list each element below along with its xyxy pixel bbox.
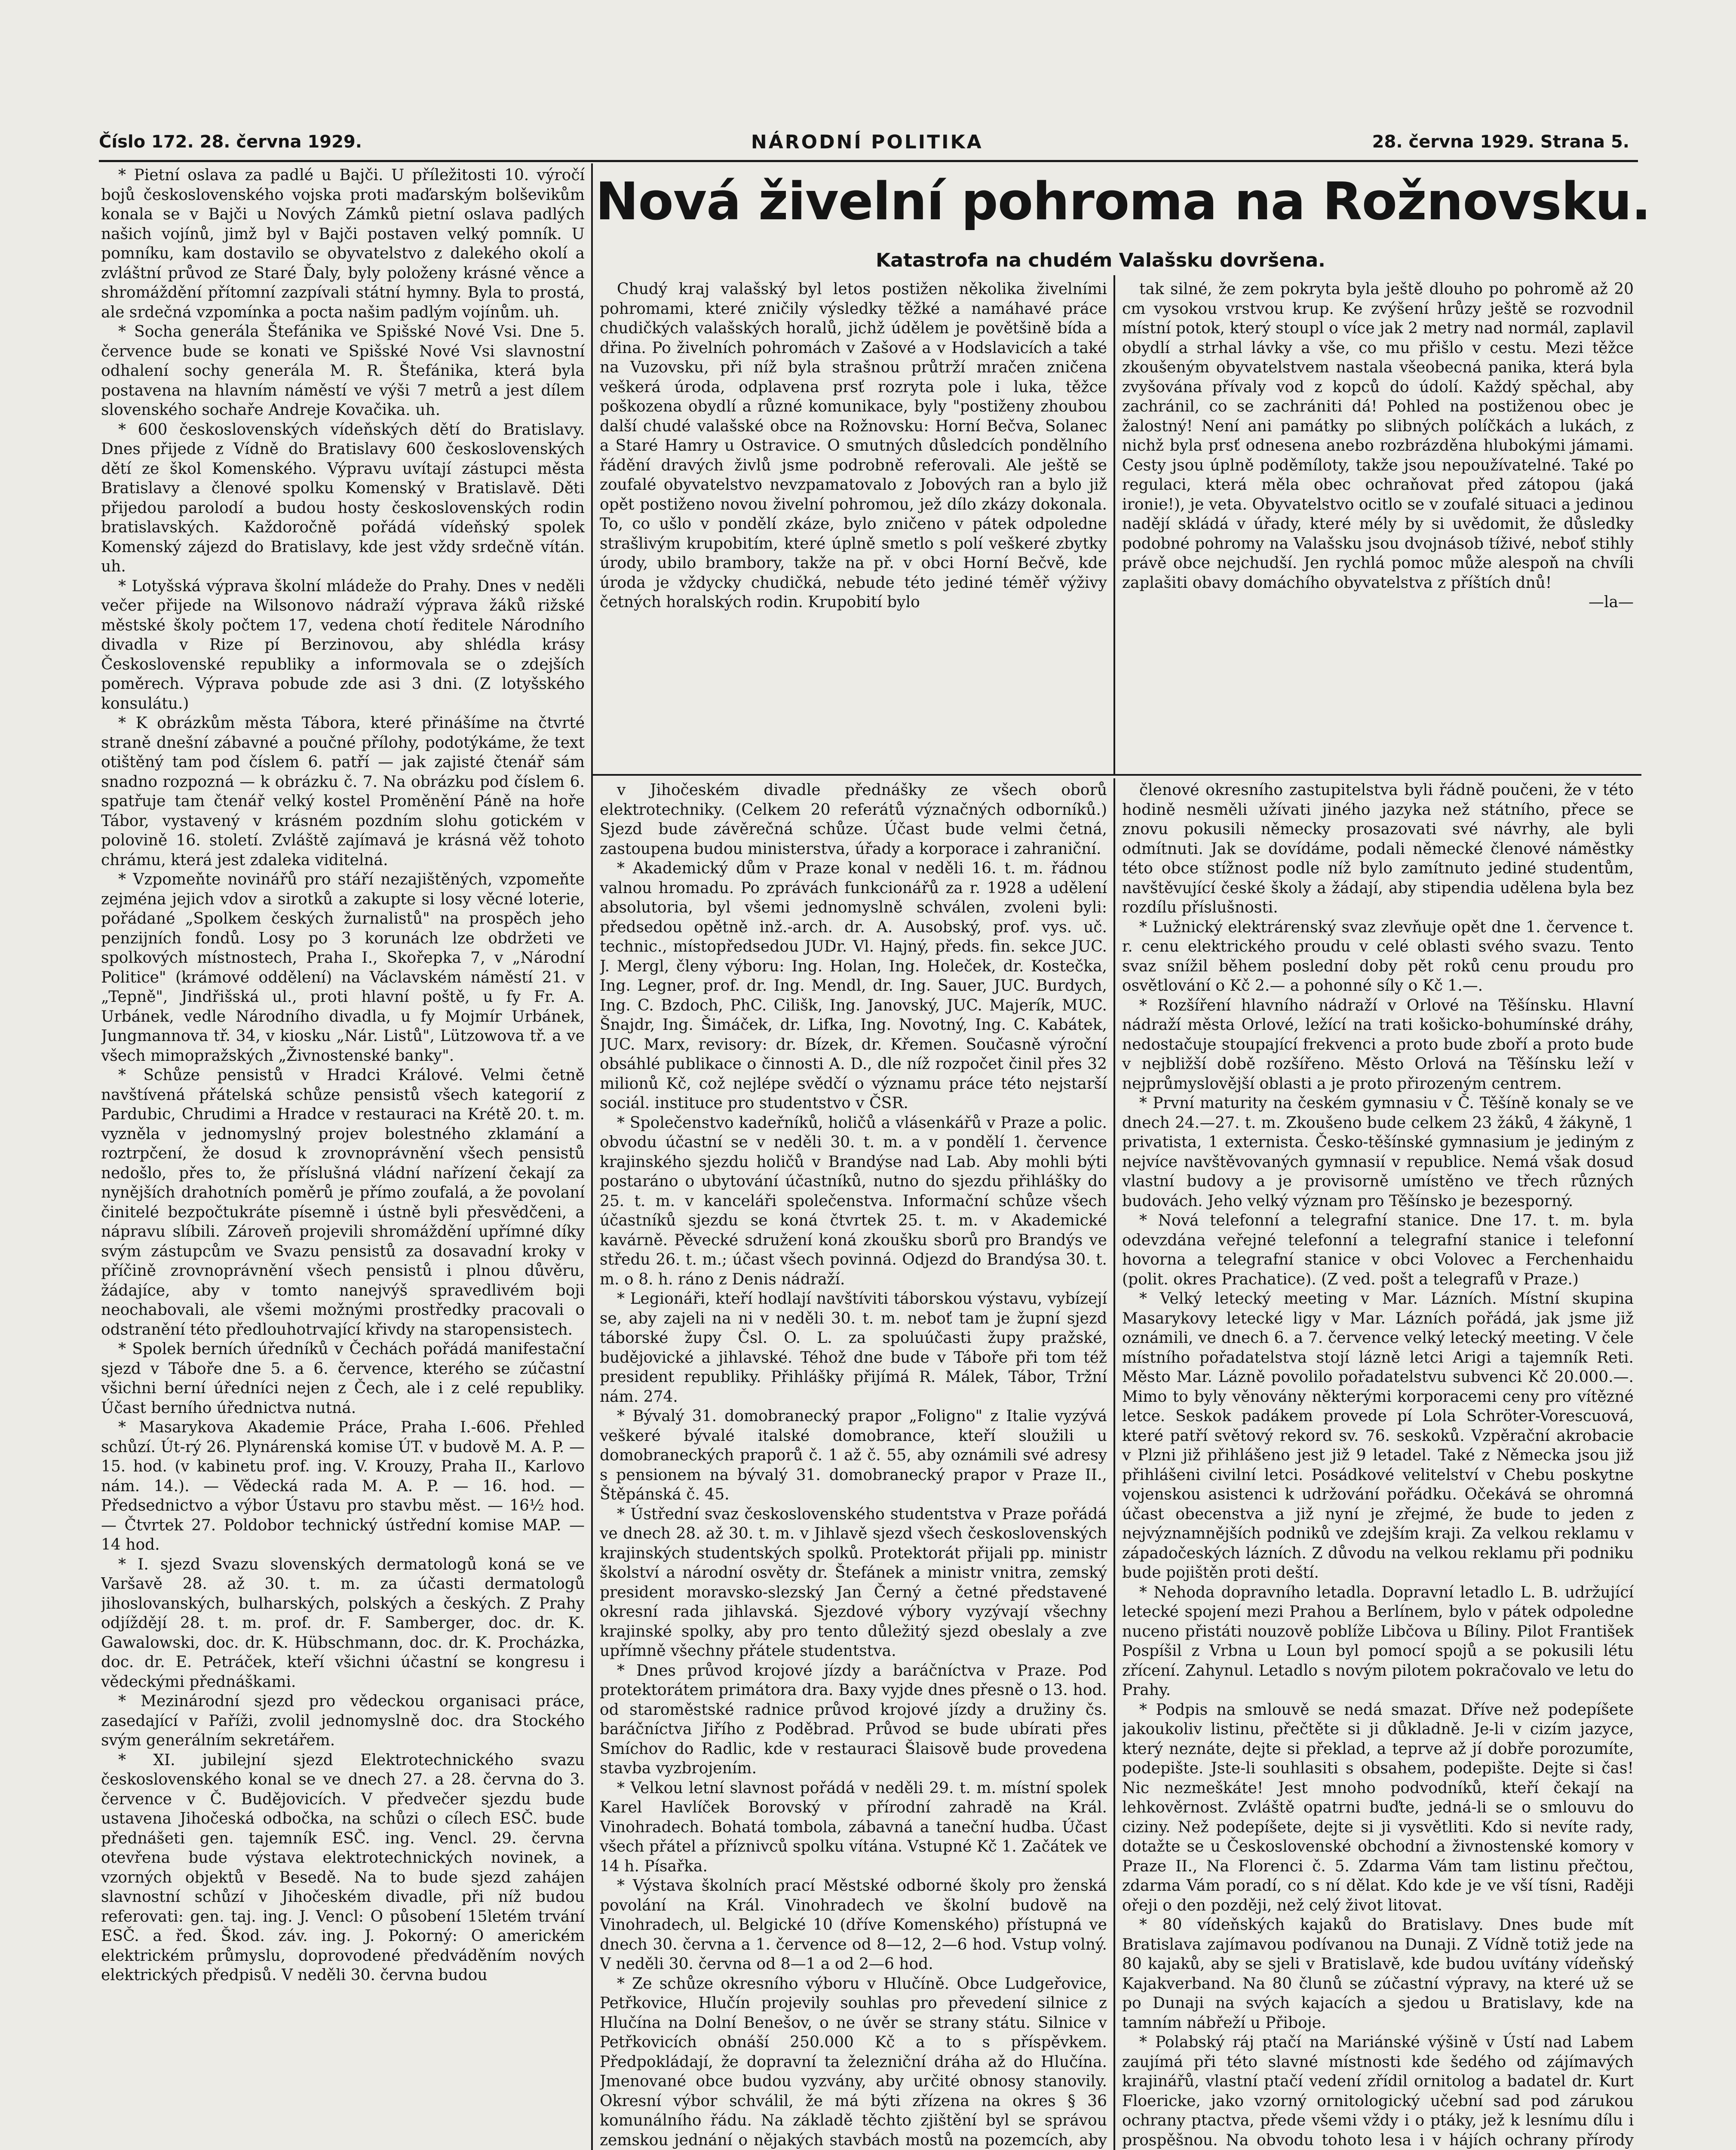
article: * Bývalý 31. domobranecký prapor „Foligno" z Italie vyzývá veškeré bývalé italské domobrance, kteří sloužili u domobraneckých praporů č. 1 až č. 55, aby oznámili své adresy s pensionem na bývalý 31. domobranecký prapor v Praze II., Štěpánská č. 45.	[600, 1407, 1107, 1503]
feature-signature: —la—	[1589, 593, 1634, 611]
article: v Jihočeském divadle přednášky ze všech oborů elektrotechniky. (Celkem 20 referátů význačných odborníků.) Sjezd bude závěrečná schůze. Účast bude velmi četná, zastoupena budou ministerstva, úřady a korporace i zahraniční.	[600, 781, 1107, 858]
article: * Spolek berních úředníků v Čechách pořádá manifestační sjezd v Táboře dne 5. a 6. července, kterého se zúčastní všichni berní úředníci nejen z Čech, ale i z celé republiky. Účast berního úřednictva nutná.	[101, 1340, 585, 1417]
feature-bottom-rule	[592, 774, 1641, 776]
article: * Společenstvo kadeřníků, holičů a vlásenkářů v Praze a polic. obvodu účastní se v neděli 30. t. m. a v pondělí 1. července krajinského sjezdu holičů v Brandýse nad Lab. Aby mohli býti postaráno o ubytování účastníků, nutno do sjezdu přihlášky do 25. t. m. v kanceláři společenstva. Informační schůze všech účastníků sjezdu se koná čtvrtek 25. t. m. v Akademické kavárně. Pěvecké sdružení koná zkoušku sborů pro Brandýs ve středu 26. t. m.; účast všech povinná. Odjezd do Brandýsa 30. t. m. o 8. h. ráno z Denis nádraží.	[600, 1114, 1107, 1288]
article: * Výstava školních prací Městské odborné školy pro ženská povolání na Král. Vinohradech ve školní budově na Vinohradech, ul. Belgické 10 (dříve Komenského) přístupná ve dnech 30. června a 1. července od 8—12, 2—6 hod. Vstup volný. V neděli 30. června od 8—1 a od 2—6 hod.	[600, 1877, 1107, 1973]
feature-divider	[1113, 275, 1115, 774]
article: * Ze schůze okresního výboru v Hlučíně. Obce Ludgeřovice, Petřkovice, Hlučín projevily souhlas pro převedení silnice z Hlučína na Dolní Benešov, o ne úvěr se strany státu. Silnice v Petřkovicích obnáší 250.000 Kč a to s příspěvkem. Předpokládají, že dopravní ta železniční dráha až do Hlučína. Jmenované obce budou vyzvány, aby určité obnosy stanovily. Okresní výbor schválil, že má býti zřízena na okres § 36 komunálního řádu. Na základě těchto zjištění byl se správou zemskou jednání o nějakých stavbách mostů na pozemcích, aby	[600, 1975, 1107, 2149]
article: * Vzpomeňte novinářů pro stáří nezajištěných, vzpomeňte zejména jejich vdov a sirotků a zakupte si losy věcné loterie, pořádané „Spolkem českých žurnalistů" na prospěch jeho penzijních fondů. Losy po 3 korunách lze obdržeti ve spolkových místnostech, Praha I., Skořepka 7, v „Národní Politice" (krámové oddělení) na Václavském náměstí 21. v „Tepně", Jindřišská ul., proti hlavní poště, u fy Fr. A. Urbánek, vedle Národního divadla, u fy Mojmír Urbánek, Jungmannova tř. 34, v kiosku „Nár. Listů", Lützowova tř. a ve všech mimopražských „Živnostenské banky".	[101, 871, 585, 1065]
article: * I. sjezd Svazu slovenských dermatologů koná se ve Varšavě 28. až 30. t. m. za účasti dermatologů jihoslovanských, bulharských, polských a českých. Z Prahy odjíždějí 28. t. m. prof. dr. F. Samberger, doc. dr. K. Gawalowski, doc. dr. K. Hübschmann, doc. dr. K. Procházka, doc. dr. E. Petráček, kteří všichni účastní se kongresu i vědeckými přednáškami.	[101, 1555, 585, 1691]
newspaper-title: NÁRODNÍ POLITIKA	[751, 131, 983, 153]
article: * Lotyšská výprava školní mládeže do Prahy. Dnes v neděli večer přijede na Wilsonovo nádraží výprava žáků rižské městské školy počtem 17, vedena chotí ředitele Národního divadla v Rize pí Berzinovou, aby shlédla krásy Československé republiky a informovala se o zdejších poměrech. Výprava pobude zde asi 3 dni. (Z lotyšského konsulátu.)	[101, 577, 585, 713]
article: * Schůze pensistů v Hradci Králové. Velmi četně navštívená přátelská schůze pensistů všech kategorií z Pardubic, Chrudimi a Hradce v restauraci na Krétě 20. t. m. vyzněla v jednomyslný projev bolestného zklamání a roztrpčení, že dosud k zrovnoprávnění všech pensistů nedošlo, přes to, že příslušná vládní nařízení čekají za nynějších drahotních poměrů je přímo zoufalá, a že povolaní činitelé bezpočtukráte písemně i ústně byli přesvědčeni, a nápravu slíbili. Zároveň projevili shromáždění upřímné díky svým zástupcům ve Svazu pensistů za dosavadní kroky v příčině zrovnoprávnění všech pensistů i plnou důvěru, žádajíce, aby v tomto nanejvýš spravedlivém boji neochabovali, ale všemi možnými prostředky pracovali o odstranění této předlouhotrvající křivdy na staropensistech.	[101, 1066, 585, 1339]
article: * Nehoda dopravního letadla. Dopravní letadlo L. B. udržující letecké spojení mezi Prahou a Berlínem, bylo v pátek odpoledne nuceno přistáti nouzově poblíže Libčova u Bíliny. Pilot František Pospíšil z Vrbna u Loun byl pomocí spojů a se pokusili létu zřícení. Zahynul. Letadlo s novým pilotem pokračovalo ve letu do Prahy.	[1122, 1583, 1634, 1699]
issue-date: Číslo 172. 28. června 1929.	[99, 132, 362, 152]
article: * Akademický dům v Praze konal v neděli 16. t. m. řádnou valnou hromadu. Po zprávách funkcionářů za r. 1928 a udělení absolutoria, byl všemi jednomyslně schválen, zvoleni byli: předsedou opětně inž.-arch. dr. A. Ausobský, prof. vys. uč. technic., místopředsedou JUDr. Vl. Hajný, předs. fin. sekce JUC. J. Mergl, členy výboru: Ing. Holan, Ing. Holeček, dr. Kostečka, Ing. Legner, prof. dr. Ing. Mendl, dr. Ing. Sauer, JUC. Burdych, Ing. C. Bzdoch, PhC. Cilišk, Ing. Janovský, JUC. Majerík, MUC. Šnajdr, Ing. Šimáček, dr. Lifka, Ing. Novotný, Ing. C. Kabátek, JUC. Marx, revisory: dr. Bízek, dr. Křemen. Současně výroční obsáhlé publikace o činnosti A. D., dle níž rozpočet činil přes 32 milionů Kč, což nejlépe svědčí o významu práce této nejstarší sociál. instituce pro studentstvo v ČSR.	[600, 860, 1107, 1112]
date-page: 28. června 1929. Strana 5.	[1372, 132, 1629, 152]
article: * Masarykova Akademie Práce, Praha I.-606. Přehled schůzí. Út-rý 26. Plynárenská komise ÚT. v budově M. A. P. — 15. hod. (v kabinetu prof. ing. V. Krouzy, Praha II., Karlovo nám. 14.). — Vědecká rada M. A. P. — 16. hod. — Předsednictvo a výbor Ústavu pro stavbu měst. — 16½ hod. — Čtvrtek 27. Poldobor technický ústřední komise MAP. — 14 hod.	[101, 1419, 585, 1554]
article: * 80 vídeňských kajaků do Bratislavy. Dnes bude mít Bratislava zajímavou podívanou na Dunaji. Z Vídně totiž jede na 80 kajaků, aby se sjeli v Bratislavě, kde budou uvítány vídeňský Kajakverband. Na 80 člunů se zúčastní výpravy, na které už se po Dunaji na svých kajacích a sjedou u Bratislavy, kde na tamním nábřeží u Přiboje.	[1122, 1916, 1634, 2032]
article: * Velkou letní slavnost pořádá v neděli 29. t. m. místní spolek Karel Havlíček Borovský v přírodní zahradě na Král. Vinohradech. Bohatá tombola, zábavná a taneční hudba. Účast všech přátel a příznivců spolku vítána. Vstupné Kč 1. Začátek ve 14 h. Písařka.	[600, 1779, 1107, 1875]
article: * Polabský ráj ptačí na Mariánské výšině v Ústí nad Labem zaujímá při této slavné místnosti kde šedého od zájímavých krajinářů, vlastní ptačí vedení zřídil ornitolog a badatel dr. Kurt Floericke, jako vzorný ornitologický učební sad pod zárukou ochrany ptactva, přede všemi vždy i o ptáky, jež k lesnímu dílu i prospěšnou. Na obvodu tohoto lesa i v hájích ochrany přírody	[1122, 2033, 1634, 2149]
article: * Mezinárodní sjezd pro vědeckou organisaci práce, zasedající v Paříži, zvolil jednomyslně doc. dra Stockého svým generálním sekretářem.	[101, 1692, 585, 1749]
column-divider-1	[591, 163, 593, 2150]
article: * 600 československých vídeňských dětí do Bratislavy. Dnes přijede z Vídně do Bratislavy 600 československých dětí ze škol Komenského. Výpravu uvítají zástupci města Bratislavy a členové spolku Komenský v Bratislavě. Děti přijedou parolodí a budou hosty československých rodin bratislavských. Každoročně pořádá vídeňský spolek Komenský zájezd do Bratislavy, kde jest vždy srdečně vítán. uh.	[101, 421, 585, 575]
article: * XI. jubilejní sjezd Elektrotechnického svazu československého konal se ve dnech 27. a 28. června do 3. července v Č. Budějovicích. V předvečer sjezdu bude ustavena Jihočeská odbočka, na schůzi o cílech ESČ. bude přednášeti gen. tajemník ESČ. ing. Vencl. 29. června otevřena bude výstava elektrotechnických novinek, a vzorných objektů v Besedě. Na to bude sjezd zahájen slavnostní schůzí v Jihočeském divadle, při níž budou referovati: gen. taj. ing. J. Vencl: O působení 15letém trvání ESČ. a řed. Škod. záv. ing. J. Pokorný: O americkém elektrickém průmyslu, doprovodené předváděním nových elektrických předpisů. V neděli 30. června budou	[101, 1751, 585, 1984]
article: * Dnes průvod krojové jízdy a baráčníctva v Praze. Pod protektorátem primátora dra. Baxy vyjde dnes přesně o 13. hod. od staroměstské radnice průvod krojové jízdy a družiny čs. baráčníctva Jiřího z Poděbrad. Průvod se bude ubírati přes Smíchov do Radlic, kde v restauraci Šlaisově bude provedena stavba vyzbrojením.	[600, 1662, 1107, 1777]
right-column	[1122, 780, 1634, 2150]
left-column	[101, 166, 585, 2150]
feature-text-2: tak silné, že zem pokryta byla ještě dlouho po pohromě až 20 cm vysokou vrstvou krup. Ke zvýšení hrůzy ještě se rozvodnil místní potok, který stoupl o více jak 2 metry nad normál, zaplavil obydlí a strhal lávky a vše, co mu přišlo v cestu. Mezi těžce zkoušeným obyvatelstvem nastala všeobecná panika, která byla zvyšována přívaly vod z kopců do údolí. Každý spěchal, aby zachránil, co se zachrániti dá! Pohled na postiženou obec je žalostný! Není ani památky po slibných políčkách a lukách, z nichž byla prsť odnesena anebo rozbrázděna hlubokými jámami. Cesty jsou úplně poděmíloty, takže jsou nepoužívatelné. Také po regulaci, která měla obec ochraňovat před zátopou (jaká ironie!), je veta. Obyvatelstvo ocitlo se v zoufalé situaci a jedinou nadějí skládá v úřady, které mély by si uvědomit, že důsledky podobné pohromy na Valašsku jsou dvojnásob tíživé, neboť stihly právě obce nejchudší. Jen rychlá pomoc může alespoň na chvíli zaplašiti obavy domáchího obyvatelstva z příštích dnů!	[1122, 280, 1634, 592]
feature-subhead: Katastrofa na chudém Valašsku dovršena.	[876, 249, 1325, 271]
article: * Podpis na smlouvě se nedá smazat. Dříve než podepíšete jakoukoliv listinu, přečtěte si ji důkladně. Je-li v cizím jazyce, který neznáte, dejte si překlad, a teprve až jí dobře porozumíte, podepište. Jste-li souhlasiti s obsahem, podepište. Dejte si čas! Nic nezmeškáte! Jest mnoho podvodníků, kteří čekají na lehkověrnost. Zvláště opatrni buďte, jedná-li se o smlouvu do ciziny. Než podepíšete, dejte si ji vysvětliti. Kdo si nevíte rady, dotažte se u Československé obchodní a živnostenské komory v Praze II., Na Florenci č. 5. Zdarma Vám tam listinu přečtou, zdarma Vám poradí, co s ní dělat. Kdo kde je ve vší tísni, Raději ořeji o den později, než celý život litovat.	[1122, 1701, 1634, 1914]
article: * Rozšíření hlavního nádraží v Orlové na Těšínsku. Hlavní nádraží města Orlové, ležící na trati košicko-bohumínské dráhy, nedostačuje stoupající frekvenci a proto bude zboří a proto bude v nejbližší době rozšířeno. Město Orlová na Těšínsku leží v nejprůmyslovější oblasti a je proto přirozeným centrem.	[1122, 996, 1634, 1093]
article: * První maturity na českém gymnasiu v Č. Těšíně konaly se ve dnech 24.—27. t. m. Zkoušeno bude celkem 23 žáků, 4 žákyně, 1 privatista, 1 externista. Česko-těšínské gymnasium je jediným z nejvíce navštěvovaných gymnasií v republice. Nemá však dosud vlastní budovy a je provisorně umístěno ve třech různých budovách. Jeho velký význam pro Těšínsko je bezesporný.	[1122, 1094, 1634, 1210]
feature-headline: Nová živelní pohroma na Rožnovsku.	[595, 172, 1651, 232]
feature-column-2	[1122, 280, 1634, 770]
article: * K obrázkům města Tábora, které přinášíme na čtvrté straně dnešní zábavné a poučné přílohy, podotýkáme, že text otištěný tam pod číslem 6. patří — jak zajisté čtenář sám snadno rozpozná — k obrázku č. 7. Na obrázku pod číslem 6. spatřuje tam čtenář velký kostel Proměnění Páně na hoře Tábor, vystavený v krásném pozdním slohu gotickém v polovině 16. století. Zvláště zajímavá je krásná věž tohoto chrámu, která jest zdaleka viditelná.	[101, 714, 585, 869]
feature-text-1: Chudý kraj valašský byl letos postižen několika živelními pohromami, které zničily výsledky těžké a namáhavé práce chudičkých valašských horalů, jichž údělem je povětšině bída a dřina. Po živelních pohromách v Zašové a v Hodslavicích a také na Vuzovsku, při níž byla strašnou průtrží mračen zničena veškerá úroda, odplavena prsť rozryta pole i luka, těžce poškozena obydlí a různé komunikace, byly "postiženy zhoubou další chudé valašské obce na Rožnovsku: Horní Bečva, Solanec a Staré Hamry u Ostravice. O smutných důsledcích pondělního řádění dravých živlů jsme podrobně referovali. Ale ještě se zoufalé obyvatelstvo nevzpamatovalo z Jobových ran a bylo již opět postiženo novou živelní pohromou, jež dílo zkázy dokonala. To, co ušlo v pondělí zkáze, bylo zničeno v pátek odpoledne strašlivým krupobitím, které úplně smetlo s polí veškeré zbytky úrody, ubilo brambory, takže na př. v obci Horní Bečvě, kde úroda je vždycky chudičká, nebude této jediné téměř výživy četných horalských rodin. Krupobití bylo	[600, 280, 1107, 611]
article: * Socha generála Štefánika ve Spišské Nové Vsi. Dne 5. července bude se konati ve Spišské Nové Vsi slavnostní odhalení sochy generála M. R. Štefánika, která byla postavena na hlavním náměstí ve výši 7 metrů a jest dílem slovenského sochaře Andreje Kovačika. uh.	[101, 323, 585, 419]
masthead	[99, 125, 1629, 159]
article: * Pietní oslava za padlé u Bajči. U příležitosti 10. výročí bojů československého vojska proti maďarským bolševikům konala se v Bajči u Nových Zámků pietní oslava padlých našich vojínů, jimž byl v Bajči postaven velký pomník. U pomníku, kam dostavilo se obyvatelstvo z dalekého okolí a zvláštní průvod ze Staré Ďaly, byly položeny krásné věnce a shromáždění přítomní zazpívali státní hymny. Byla to prostá, ale srdečná vzpomínka a pocta našim padlým vojínům. uh.	[101, 166, 585, 321]
article: * Lužnický elektrárenský svaz zlevňuje opět dne 1. července t. r. cenu elektrického proudu v celé oblasti svého svazu. Tento svaz snížil během poslední doby pět roků cenu proudu pro osvětlování o Kč 2.— a pohonné síly o Kč 1.—.	[1122, 918, 1634, 995]
article: * Velký letecký meeting v Mar. Lázních. Místní skupina Masarykovy letecké ligy v Mar. Lázních pořádá, jak jsme již oznámili, ve dnech 6. a 7. července velký letecký meeting. V čele místního pořadatelstva stojí lázně letci Arigi a tajemník Reti. Město Mar. Lázně povolilo pořadatelstvu subvenci Kč 20.000.—. Mimo to byly věnovány některými korporacemi ceny pro vítězné letce. Seskok padákem provede pí Lola Schröter-Vorescuová, které patří světový rekord sv. 76. seskoků. Vzpěrační akrobacie v Plzni již přihlášeno jest již 9 letadel. Také z Německa jsou již přihlášeni civilní letci. Posádkové velitelství v Chebu poskytne vojenskou asistenci k udržování pořádku. Očekává se ohromná účast obecenstva a již nyní je zřejmé, že bude to jeden z nejvýznamnějších podniků ve zdejším kraji. Za velkou reklamu v západočeských lázních. Z důvodu na velkou reklamu při podniku bude pojištěn proti deští.	[1122, 1290, 1634, 1582]
article: * Ústřední svaz československého studentstva v Praze pořádá ve dnech 28. až 30. t. m. v Jihlavě sjezd všech československých krajinských studentských spolků. Protektorát přijali pp. ministr školství a národní osvěty dr. Štefánek a ministr vnitra, zemský president moravsko-slezský Jan Černý a četné představené okresní rada jihlavská. Sjezdové výbory vyzývají všechny krajinské spolky, aby pro tento důležitý sjezd obeslaly a zve upřímně všechny přátele studentstva.	[600, 1505, 1107, 1660]
middle-column	[600, 780, 1107, 2150]
article: * Legionáři, kteří hodlají navštíviti táborskou výstavu, vybízejí se, aby zajeli na ni v neděli 30. t. m. neboť tam je župní sjezd táborské župy Čsl. O. L. za spoluúčasti župy pražské, budějovické a jihlavské. Téhož dne bude v Táboře při tom též president republiky. Přihlášky přijímá R. Málek, Tábor, Tržní nám. 274.	[600, 1290, 1107, 1406]
article: * Nová telefonní a telegrafní stanice. Dne 17. t. m. byla odevzdána veřejné telefonní a telegrafní stanice i telefonní hovorna a telegrafní stanice v obci Volovec a Ferchenhaidu (polit. okres Prachatice). (Z ved. pošt a telegrafů v Praze.)	[1122, 1212, 1634, 1288]
article: členové okresního zastupitelstva byli řádně poučeni, že v této hodině nesměli užívati jiného jazyka než státního, přece se znovu pokusili německy prosazovati své návrhy, ale byli odmítnuti. Jak se dovídáme, podali německé členové náměstky této obce stížnost podle níž bylo zamítnuto jediné studentům, navštěvující české školy a žádají, aby stipendia udělena byla bez rozdílu příslušnosti.	[1122, 781, 1634, 916]
column-divider-2	[1113, 778, 1115, 2150]
feature-column-1	[600, 280, 1107, 770]
header-rule	[99, 160, 1638, 162]
